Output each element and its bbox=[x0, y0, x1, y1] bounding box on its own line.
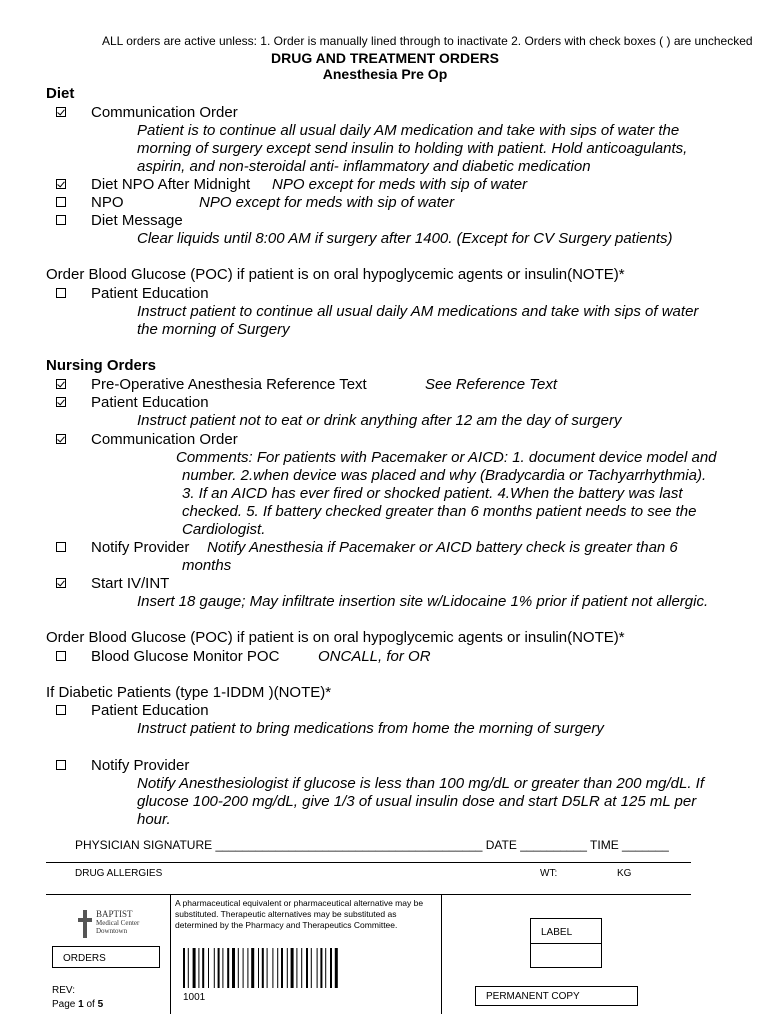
patient-education-label: Patient Education bbox=[91, 285, 209, 302]
nursing-communication-label: Communication Order bbox=[91, 431, 238, 448]
pharmacy-note-line: A pharmaceutical equivalent or pharmaceutical alternative may be bbox=[175, 898, 424, 908]
document-title: DRUG AND TREATMENT ORDERS bbox=[271, 50, 499, 66]
physician-signature-line[interactable]: PHYSICIAN SIGNATURE ________________________________________ DATE __________ TIME _______ bbox=[75, 838, 669, 852]
page-of: of bbox=[83, 999, 98, 1010]
checkbox-diabetic-notify[interactable] bbox=[56, 760, 66, 770]
start-iv-note: Insert 18 gauge; May infiltrate insertion site w/Lidocaine 1% prior if patient not allergic. bbox=[137, 593, 709, 610]
nursing-communication-line: number. 2.when device was placed and why (Bradycardia or Tachyarrhythmia). bbox=[182, 467, 707, 484]
notify-provider-note: Notify Anesthesia if Pacemaker or AICD battery check is greater than 6 bbox=[207, 539, 678, 556]
pharmacy-note-line: substituted. Therapeutic alternatives may be substituted as bbox=[175, 909, 397, 919]
diet-communication-line: aspirin, and non-steroidal anti- inflammatory and diabetic medication bbox=[137, 158, 591, 175]
checkbox-nursing-communication[interactable] bbox=[56, 434, 66, 444]
kg-label: KG bbox=[617, 868, 632, 879]
diet-npo-midnight-label: Diet NPO After Midnight bbox=[91, 176, 251, 193]
label-box-lower bbox=[530, 944, 602, 968]
glucose-monitor-label: Blood Glucose Monitor POC bbox=[91, 648, 280, 665]
diet-npo-label: NPO bbox=[91, 194, 124, 211]
reference-text-note: See Reference Text bbox=[425, 376, 558, 393]
diabetic-education-label: Patient Education bbox=[91, 702, 209, 719]
permanent-copy-label: PERMANENT COPY bbox=[486, 991, 580, 1002]
glucose-order-heading: Order Blood Glucose (POC) if patient is on oral hypoglycemic agents or insulin(NOTE)* bbox=[46, 266, 625, 283]
glucose-order-heading: Order Blood Glucose (POC) if patient is on oral hypoglycemic agents or insulin(NOTE)* bbox=[46, 629, 625, 646]
glucose-monitor-note: ONCALL, for OR bbox=[318, 648, 431, 665]
diet-communication-label: Communication Order bbox=[91, 104, 238, 121]
checkbox-patient-education[interactable] bbox=[56, 288, 66, 298]
checkbox-reference-text[interactable] bbox=[56, 379, 66, 389]
logo-text: Medical Center bbox=[96, 919, 140, 927]
diet-npo-note: NPO except for meds with sip of water bbox=[199, 194, 455, 211]
label-box bbox=[530, 918, 602, 944]
checkbox-diabetic-education[interactable] bbox=[56, 705, 66, 715]
nursing-communication-line: Cardiologist. bbox=[182, 521, 266, 538]
reference-text-label: Pre-Operative Anesthesia Reference Text bbox=[91, 376, 367, 393]
document-subtitle: Anesthesia Pre Op bbox=[322, 66, 448, 82]
logo-text: Downtown bbox=[96, 927, 128, 935]
checkbox-glucose-monitor[interactable] bbox=[56, 651, 66, 661]
nursing-communication-line: Comments: For patients with Pacemaker or AICD: 1. document device model and bbox=[176, 449, 717, 466]
diet-npo-midnight-note: NPO except for meds with sip of water bbox=[272, 176, 528, 193]
notify-provider-note-cont: months bbox=[182, 557, 232, 574]
page-prefix: Page bbox=[52, 999, 79, 1010]
diabetic-education-note: Instruct patient to bring medications from home the morning of surgery bbox=[137, 720, 604, 737]
diabetic-notify-line: hour. bbox=[137, 811, 171, 828]
nursing-education-label: Patient Education bbox=[91, 394, 209, 411]
page-indicator bbox=[52, 999, 103, 1010]
checkbox-diet-npo[interactable] bbox=[56, 197, 66, 207]
nursing-communication-line: checked. 5. If battery checked greater than 6 months patient needs to see the bbox=[182, 503, 697, 520]
divider bbox=[170, 894, 171, 1014]
diet-communication-line: Patient is to continue all usual daily AM medication and take with sips of water the bbox=[137, 122, 680, 139]
label-text: LABEL bbox=[541, 927, 573, 938]
barcode-number: 1001 bbox=[183, 992, 206, 1003]
diabetic-heading: If Diabetic Patients (type 1-IDDM )(NOTE)* bbox=[46, 684, 332, 701]
barcode bbox=[183, 948, 371, 988]
divider bbox=[46, 862, 691, 863]
diabetic-notify-line: Notify Anesthesiologist if glucose is less than 100 mg/dL or greater than 200 mg/dL. If bbox=[137, 775, 704, 792]
diet-communication-line: morning of surgery except send insulin to holding with patient. Hold anticoagulants, bbox=[137, 140, 688, 157]
logo-text: BAPTIST bbox=[96, 909, 133, 919]
checkbox-diet-message[interactable] bbox=[56, 215, 66, 225]
cross-icon bbox=[78, 910, 92, 938]
baptist-logo bbox=[78, 908, 153, 946]
page-number: 1 bbox=[78, 999, 84, 1010]
permanent-copy-box bbox=[475, 986, 638, 1006]
diabetic-notify-line: glucose 100-200 mg/dL, give 1/3 of usual insulin dose and start D5LR at 125 mL per bbox=[137, 793, 697, 810]
divider bbox=[441, 894, 442, 1014]
notify-provider-label: Notify Provider bbox=[91, 539, 190, 556]
pharmacy-note bbox=[175, 898, 423, 931]
weight-label: WT: bbox=[540, 868, 558, 879]
checkbox-diet-npo-midnight[interactable] bbox=[56, 179, 66, 189]
diet-message-note: Clear liquids until 8:00 AM if surgery after 1400. (Except for CV Surgery patients) bbox=[137, 230, 673, 247]
checkbox-diet-communication[interactable] bbox=[56, 107, 66, 117]
nursing-heading: Nursing Orders bbox=[46, 357, 157, 374]
orders-label: ORDERS bbox=[63, 953, 106, 964]
nursing-education-note: Instruct patient not to eat or drink anything after 12 am the day of surgery bbox=[137, 412, 622, 429]
patient-education-line: Instruct patient to continue all usual daily AM medications and take with sips of water bbox=[137, 303, 699, 320]
drug-allergies-label: DRUG ALLERGIES bbox=[75, 868, 163, 879]
start-iv-label: Start IV/INT bbox=[91, 575, 170, 592]
patient-education-line: the morning of Surgery bbox=[137, 321, 290, 338]
orders-box bbox=[52, 946, 160, 968]
rev-label: REV: bbox=[52, 985, 75, 996]
checkbox-nursing-education[interactable] bbox=[56, 397, 66, 407]
diabetic-notify-label: Notify Provider bbox=[91, 757, 190, 774]
header-note: ALL orders are active unless: 1. Order is manually lined through to inactivate 2. Orders with check boxes ( ) are unchecked bbox=[102, 34, 753, 48]
checkbox-notify-provider-pacemaker[interactable] bbox=[56, 542, 66, 552]
pharmacy-note-line: determined by the Pharmacy and Therapeutics Committee. bbox=[175, 920, 398, 930]
nursing-communication-line: 3. If an AICD has ever fired or shocked patient. 4.When the battery was last bbox=[182, 485, 683, 502]
page-total: 5 bbox=[97, 999, 104, 1010]
diet-message-label: Diet Message bbox=[91, 212, 183, 229]
checkbox-start-iv[interactable] bbox=[56, 578, 66, 588]
diet-heading: Diet bbox=[46, 85, 75, 102]
divider bbox=[46, 894, 691, 895]
